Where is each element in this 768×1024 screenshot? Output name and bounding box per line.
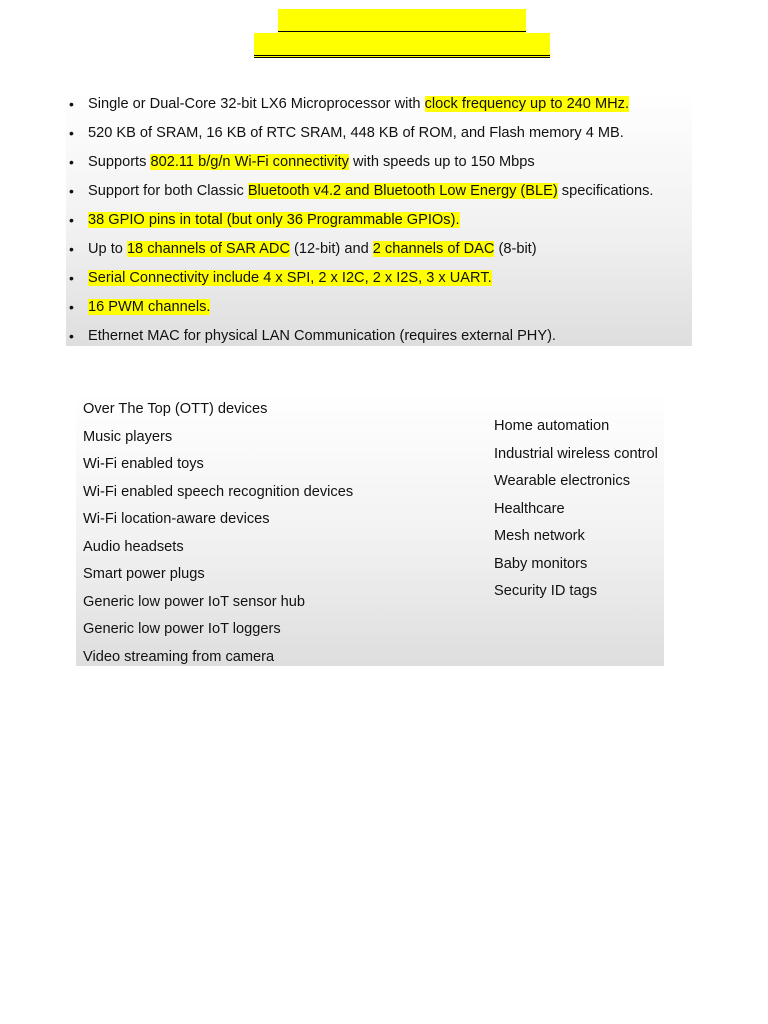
application-item: Generic low power IoT sensor hub <box>83 593 305 610</box>
feature-item <box>66 148 692 177</box>
application-item: Healthcare <box>494 500 565 517</box>
feature-text <box>88 322 556 351</box>
bullet-icon: • <box>69 328 74 344</box>
feature-text-segment: with speeds up to 150 Mbps <box>348 154 535 170</box>
application-item: Industrial wireless control <box>494 445 658 462</box>
bullet-icon: • <box>69 183 74 199</box>
application-item: Generic low power IoT loggers <box>83 621 281 637</box>
bullet-icon: • <box>69 270 74 286</box>
bullet-icon: • <box>69 212 74 228</box>
feature-item <box>66 293 692 322</box>
features-panel <box>66 90 692 346</box>
highlighted-text: 2 channels of DAC <box>372 241 495 257</box>
feature-text <box>88 90 629 119</box>
application-item: Smart power plugs <box>83 566 205 582</box>
highlighted-text: 16 PWM channels. <box>88 299 211 315</box>
feature-text-segment: Single or Dual-Core 32-bit LX6 Microprocessor with <box>88 96 425 112</box>
application-item: Video streaming from camera <box>83 648 275 665</box>
feature-text <box>88 206 460 235</box>
feature-text-segment: Support for both Classic <box>88 183 248 199</box>
bullet-icon: • <box>69 125 74 141</box>
feature-item <box>66 235 692 264</box>
application-item: Wi-Fi enabled toys <box>83 456 204 472</box>
feature-item <box>66 177 692 206</box>
feature-item <box>66 119 692 148</box>
highlighted-text: clock frequency up to 240 MHz. <box>424 96 630 112</box>
highlighted-text: 38 GPIO pins in total (but only 36 Programmable GPIOs). <box>88 212 460 228</box>
highlighted-text: 18 channels of SAR ADC <box>126 241 290 257</box>
highlighted-text: 802.11 b/g/n Wi-Fi connectivity <box>150 154 349 170</box>
feature-text <box>88 177 653 206</box>
feature-text <box>88 235 537 264</box>
feature-text-segment: 520 KB of SRAM, 16 KB of RTC SRAM, 448 KB of ROM, and Flash memory 4 MB. <box>88 125 624 141</box>
application-item: Audio headsets <box>83 538 184 555</box>
feature-text-segment: Supports <box>88 154 151 170</box>
title-bar-top <box>278 9 526 34</box>
application-item: Over The Top (OTT) devices <box>83 401 268 417</box>
feature-text-segment: (8-bit) <box>494 241 537 257</box>
feature-text <box>88 119 624 148</box>
feature-text-segment: Ethernet MAC for physical LAN Communication (requires external PHY). <box>88 328 556 344</box>
application-item: Music players <box>83 428 173 445</box>
feature-text-segment: Up to <box>88 241 127 257</box>
bullet-icon: • <box>69 299 74 315</box>
bullet-icon: • <box>69 241 74 257</box>
application-item: Home automation <box>494 418 610 434</box>
feature-text <box>88 148 535 177</box>
feature-item <box>66 322 692 351</box>
bullet-icon: • <box>69 154 74 170</box>
feature-text-segment: specifications. <box>557 183 654 199</box>
application-item: Wi-Fi location-aware devices <box>83 511 270 527</box>
bullet-icon: • <box>69 96 74 112</box>
highlighted-text: Serial Connectivity include 4 x SPI, 2 x I2C, 2 x I2S, 3 x UART. <box>88 270 492 286</box>
highlighted-text: Bluetooth v4.2 and Bluetooth Low Energy (BLE) <box>247 183 558 199</box>
applications-panel <box>76 394 664 666</box>
application-item: Baby monitors <box>494 555 588 572</box>
application-item: Wearable electronics <box>494 473 631 489</box>
feature-text <box>88 264 492 293</box>
application-item: Security ID tags <box>494 583 598 599</box>
application-item: Mesh network <box>494 528 585 544</box>
application-item: Wi-Fi enabled speech recognition devices <box>83 483 354 500</box>
title-bar-bottom <box>254 33 550 58</box>
feature-item <box>66 90 692 119</box>
feature-text <box>88 293 210 322</box>
feature-item <box>66 264 692 293</box>
feature-text-segment: (12-bit) and <box>290 241 373 257</box>
feature-item <box>66 206 692 235</box>
